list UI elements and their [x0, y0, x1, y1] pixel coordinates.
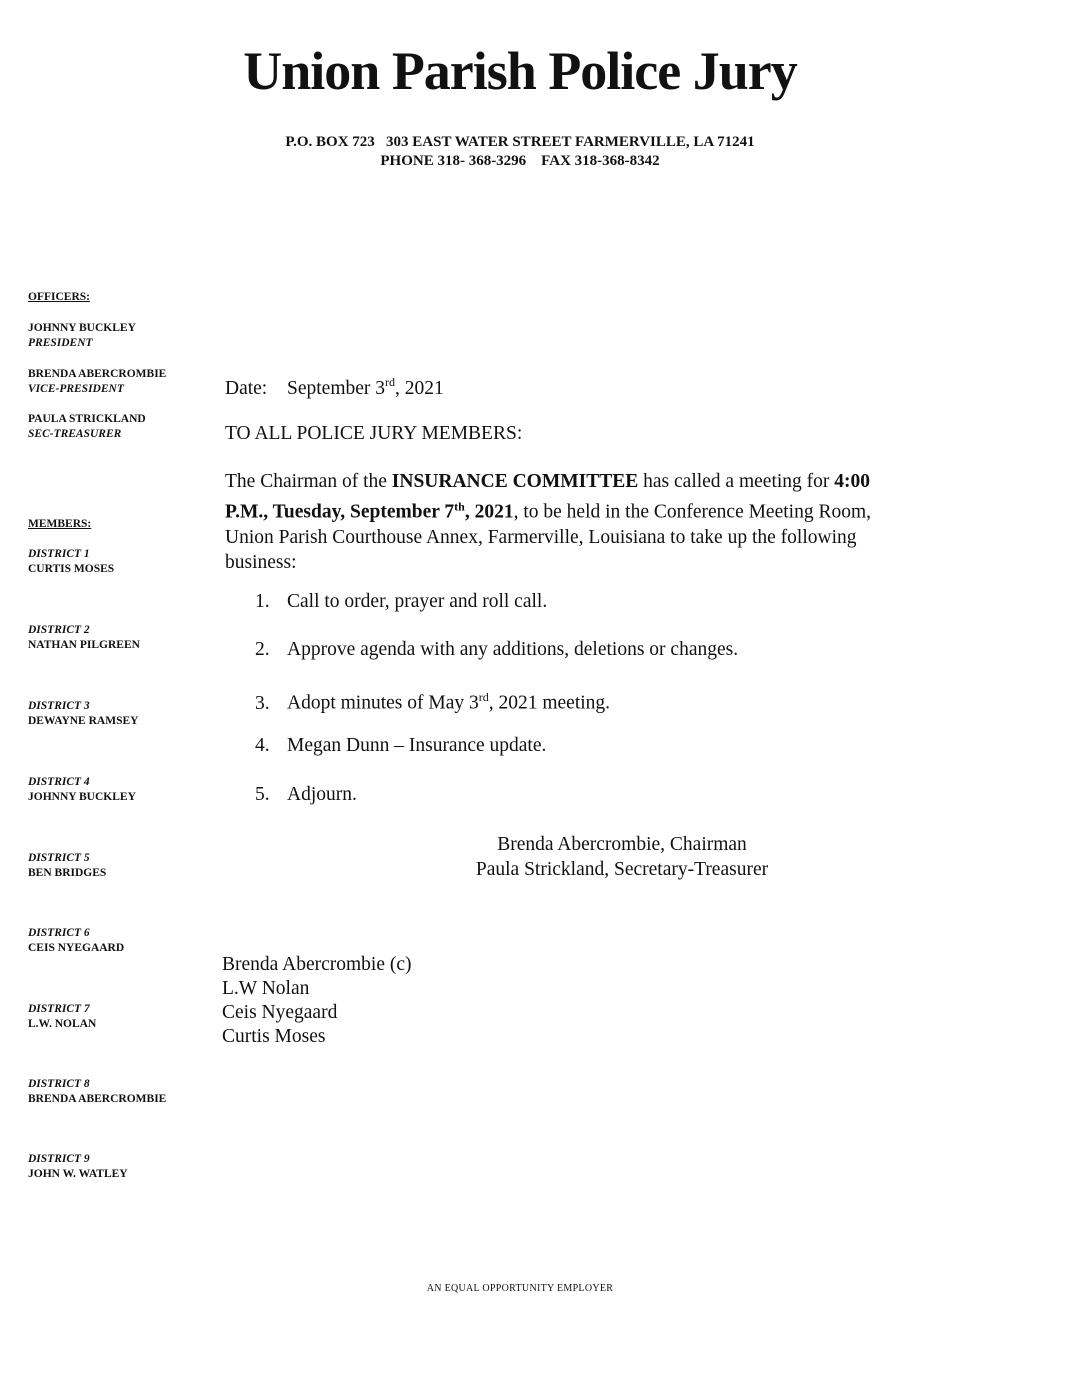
phone-line: PHONE 318- 368-3296 FAX 318-368-8342 — [380, 153, 660, 169]
district-label: DISTRICT 7 — [28, 1003, 90, 1015]
officer-entry — [28, 412, 146, 442]
committee-member: Ceis Nyegaard — [222, 1002, 338, 1023]
date-year: , 2021 — [395, 377, 444, 399]
member-entry — [28, 775, 136, 805]
member-name: L.W. NOLAN — [28, 1018, 97, 1030]
member-entry — [28, 851, 106, 881]
member-entry — [28, 699, 138, 729]
officer-entry — [28, 367, 166, 397]
district-label: DISTRICT 6 — [28, 927, 90, 939]
agenda-item: 3. Adopt minutes of May 3rd, 2021 meeting. — [255, 690, 611, 714]
address-line: P.O. BOX 723 303 EAST WATER STREET FARMERVILLE, LA 71241 — [285, 134, 755, 150]
member-name: JOHN W. WATLEY — [28, 1168, 128, 1180]
member-entry — [28, 1077, 166, 1107]
officer-role: SEC-TREASURER — [28, 428, 122, 440]
date-label: Date: — [225, 377, 268, 399]
committee-member: L.W Nolan — [222, 978, 310, 999]
district-label: DISTRICT 5 — [28, 852, 90, 864]
letter-date — [225, 370, 444, 401]
officer-name: JOHNNY BUCKLEY — [28, 322, 136, 334]
date-sup: rd — [385, 375, 396, 389]
member-name: DEWAYNE RAMSEY — [28, 715, 139, 727]
officer-name: PAULA STRICKLAND — [28, 413, 146, 425]
member-entry — [28, 1152, 128, 1182]
committee-member: Brenda Abercrombie (c) — [222, 954, 412, 975]
meeting-time: P.M., Tuesday, September 7 — [225, 501, 455, 523]
salutation: TO ALL POLICE JURY MEMBERS: — [225, 423, 523, 444]
officer-entry — [28, 321, 136, 351]
district-label: DISTRICT 4 — [28, 776, 90, 788]
signature-chairman: Brenda Abercrombie, Chairman — [497, 834, 747, 855]
member-name: CURTIS MOSES — [28, 563, 115, 575]
footer-note: AN EQUAL OPPORTUNITY EMPLOYER — [426, 1283, 614, 1294]
officers-heading: OFFICERS: — [28, 291, 90, 303]
committee-member: Curtis Moses — [222, 1026, 326, 1047]
members-heading: MEMBERS: — [28, 518, 92, 530]
member-entry — [28, 547, 114, 577]
member-name: CEIS NYEGAARD — [28, 942, 125, 954]
member-name: BEN BRIDGES — [28, 867, 107, 879]
member-name: JOHNNY BUCKLEY — [28, 791, 136, 803]
signature-secretary: Paula Strickland, Secretary-Treasurer — [475, 859, 769, 880]
agenda-item: 1. Call to order, prayer and roll call. — [255, 591, 548, 612]
committee-members — [222, 953, 412, 1049]
agenda-item: 4. Megan Dunn – Insurance update. — [255, 735, 547, 756]
district-label: DISTRICT 2 — [28, 624, 90, 636]
committee-name: INSURANCE COMMITTEE — [391, 471, 639, 492]
member-entry — [28, 1002, 96, 1032]
officer-role: PRESIDENT — [28, 337, 93, 349]
district-label: DISTRICT 9 — [28, 1153, 90, 1165]
member-entry — [28, 623, 140, 653]
signature-block — [400, 832, 844, 882]
district-label: DISTRICT 3 — [28, 700, 90, 712]
date-value: September 3 — [287, 377, 386, 399]
member-name: NATHAN PILGREEN — [28, 639, 140, 651]
letter-body: The Chairman of the INSURANCE COMMITTEE has called a meeting for 4:00 P.M., Tuesday, September 7th, 2021, to be held in the Conference Meeting Room, Union Parish Courthouse Annex, Farmerville, Louisiana to take up the following business: — [225, 471, 872, 573]
agenda-item: 2. Approve agenda with any additions, deletions or changes. — [255, 639, 739, 660]
officer-role: VICE-PRESIDENT — [28, 383, 124, 395]
member-entry — [28, 926, 124, 956]
letterhead-title: Union Parish Police Jury — [243, 41, 797, 101]
agenda-item: 5. Adjourn. — [255, 784, 357, 805]
district-label: DISTRICT 8 — [28, 1078, 90, 1090]
district-label: DISTRICT 1 — [28, 548, 90, 560]
letterhead-address — [0, 133, 1040, 171]
member-name: BRENDA ABERCROMBIE — [28, 1093, 167, 1105]
officer-name: BRENDA ABERCROMBIE — [28, 368, 167, 380]
